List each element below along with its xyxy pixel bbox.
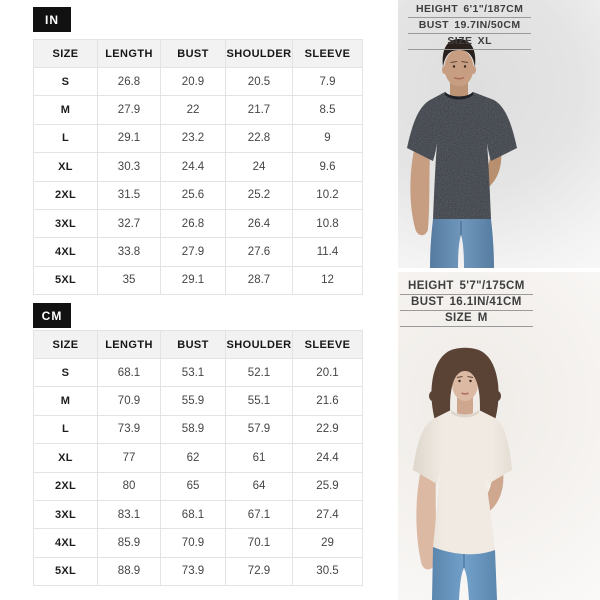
- size-cell: S: [34, 68, 98, 96]
- table-head: [34, 331, 363, 359]
- value-cell: 27.9: [98, 96, 161, 124]
- table-row: [34, 472, 363, 500]
- male-left-arm: [410, 150, 430, 235]
- table-row: [34, 181, 363, 209]
- model-height-label: HEIGHT 6'1"/187CM: [408, 2, 531, 18]
- table-body: [34, 359, 363, 586]
- value-cell: 29: [293, 529, 363, 557]
- value-cell: 77: [98, 444, 161, 472]
- value-cell: 26.8: [161, 209, 226, 237]
- value-cell: 20.9: [161, 68, 226, 96]
- value-cell: 61: [226, 444, 293, 472]
- value-cell: 88.9: [98, 557, 161, 585]
- value-cell: 35: [98, 266, 161, 294]
- value-cell: 25.2: [226, 181, 293, 209]
- column-header-size: SIZE: [34, 40, 98, 68]
- female-hair-curl: [429, 390, 441, 402]
- table-row: [34, 415, 363, 443]
- size-cell: 4XL: [34, 529, 98, 557]
- value-cell: 27.4: [293, 500, 363, 528]
- value-cell: 83.1: [98, 500, 161, 528]
- size-cell: S: [34, 359, 98, 387]
- value-cell: 20.5: [226, 68, 293, 96]
- value-cell: 73.9: [98, 415, 161, 443]
- column-header-sleeve: SLEEVE: [293, 331, 363, 359]
- model-size-label: SIZE M: [400, 311, 533, 327]
- size-cell: 5XL: [34, 557, 98, 585]
- value-cell: 29.1: [98, 124, 161, 152]
- value-cell: 22.9: [293, 415, 363, 443]
- value-cell: 85.9: [98, 529, 161, 557]
- female-hair-curl: [489, 390, 501, 402]
- value-cell: 21.7: [226, 96, 293, 124]
- model-bust-label: BUST 16.1IN/41CM: [400, 295, 533, 311]
- table-body: [34, 68, 363, 295]
- value-cell: 26.8: [98, 68, 161, 96]
- table-row: [34, 359, 363, 387]
- value-cell: 73.9: [161, 557, 226, 585]
- male-eye: [453, 65, 455, 67]
- value-cell: 22: [161, 96, 226, 124]
- value-cell: 32.7: [98, 209, 161, 237]
- value-cell: 22.8: [226, 124, 293, 152]
- size-cell: 3XL: [34, 500, 98, 528]
- value-cell: 30.5: [293, 557, 363, 585]
- column-header-bust: BUST: [161, 331, 226, 359]
- value-cell: 21.6: [293, 387, 363, 415]
- table-row: [34, 209, 363, 237]
- size-cell: M: [34, 387, 98, 415]
- value-cell: 25.6: [161, 181, 226, 209]
- model-bust-label: BUST 19.7IN/50CM: [408, 18, 531, 34]
- value-cell: 7.9: [293, 68, 363, 96]
- value-cell: 70.1: [226, 529, 293, 557]
- model-height-label: HEIGHT 5'7"/175CM: [400, 279, 533, 295]
- value-cell: 53.1: [161, 359, 226, 387]
- size-table-cm: [33, 330, 363, 586]
- value-cell: 68.1: [161, 500, 226, 528]
- size-cell: XL: [34, 444, 98, 472]
- value-cell: 8.5: [293, 96, 363, 124]
- value-cell: 24.4: [161, 153, 226, 181]
- value-cell: 33.8: [98, 238, 161, 266]
- value-cell: 72.9: [226, 557, 293, 585]
- table-row: [34, 153, 363, 181]
- column-header-length: LENGTH: [98, 40, 161, 68]
- value-cell: 27.9: [161, 238, 226, 266]
- male-jeans: [430, 219, 494, 268]
- female-model-info: [400, 279, 533, 327]
- value-cell: 30.3: [98, 153, 161, 181]
- value-cell: 57.9: [226, 415, 293, 443]
- value-cell: 64: [226, 472, 293, 500]
- value-cell: 70.9: [161, 529, 226, 557]
- column-header-shoulder: SHOULDER: [226, 40, 293, 68]
- value-cell: 24: [226, 153, 293, 181]
- value-cell: 25.9: [293, 472, 363, 500]
- value-cell: 11.4: [293, 238, 363, 266]
- value-cell: 24.4: [293, 444, 363, 472]
- column-header-size: SIZE: [34, 331, 98, 359]
- size-table-in: [33, 39, 363, 295]
- male-head: [445, 50, 474, 87]
- table-row: [34, 124, 363, 152]
- value-cell: 55.9: [161, 387, 226, 415]
- size-cell: M: [34, 96, 98, 124]
- male-model-photo: [398, 0, 600, 268]
- male-figure: [407, 39, 517, 268]
- size-cell: 2XL: [34, 181, 98, 209]
- table-row: [34, 68, 363, 96]
- table-head: [34, 40, 363, 68]
- size-cell: 3XL: [34, 209, 98, 237]
- male-model-info: [408, 2, 531, 50]
- table-row: [34, 557, 363, 585]
- header-row: [34, 40, 363, 68]
- table-row: [34, 238, 363, 266]
- size-cell: 5XL: [34, 266, 98, 294]
- value-cell: 23.2: [161, 124, 226, 152]
- value-cell: 9.6: [293, 153, 363, 181]
- table-row: [34, 529, 363, 557]
- column-header-shoulder: SHOULDER: [226, 331, 293, 359]
- value-cell: 10.8: [293, 209, 363, 237]
- table-row: [34, 500, 363, 528]
- value-cell: 52.1: [226, 359, 293, 387]
- male-eye: [464, 65, 466, 67]
- unit-badge-cm[interactable]: CM: [33, 303, 71, 328]
- table-row: [34, 96, 363, 124]
- column-header-bust: BUST: [161, 40, 226, 68]
- value-cell: 62: [161, 444, 226, 472]
- table-row: [34, 266, 363, 294]
- header-row: [34, 331, 363, 359]
- value-cell: 29.1: [161, 266, 226, 294]
- table-row: [34, 387, 363, 415]
- value-cell: 68.1: [98, 359, 161, 387]
- female-model-photo: [398, 272, 600, 600]
- value-cell: 80: [98, 472, 161, 500]
- size-cell: XL: [34, 153, 98, 181]
- value-cell: 20.1: [293, 359, 363, 387]
- value-cell: 26.4: [226, 209, 293, 237]
- unit-badge-in[interactable]: IN: [33, 7, 71, 32]
- value-cell: 58.9: [161, 415, 226, 443]
- male-ear: [442, 66, 447, 74]
- value-cell: 31.5: [98, 181, 161, 209]
- value-cell: 67.1: [226, 500, 293, 528]
- value-cell: 9: [293, 124, 363, 152]
- size-cell: L: [34, 124, 98, 152]
- column-header-sleeve: SLEEVE: [293, 40, 363, 68]
- value-cell: 28.7: [226, 266, 293, 294]
- size-cell: L: [34, 415, 98, 443]
- female-figure: [413, 348, 512, 600]
- value-cell: 65: [161, 472, 226, 500]
- table-row: [34, 444, 363, 472]
- male-ear: [471, 66, 476, 74]
- value-cell: 12: [293, 266, 363, 294]
- model-size-label: SIZE XL: [408, 34, 531, 50]
- column-header-length: LENGTH: [98, 331, 161, 359]
- value-cell: 70.9: [98, 387, 161, 415]
- value-cell: 55.1: [226, 387, 293, 415]
- size-cell: 4XL: [34, 238, 98, 266]
- size-cell: 2XL: [34, 472, 98, 500]
- value-cell: 10.2: [293, 181, 363, 209]
- value-cell: 27.6: [226, 238, 293, 266]
